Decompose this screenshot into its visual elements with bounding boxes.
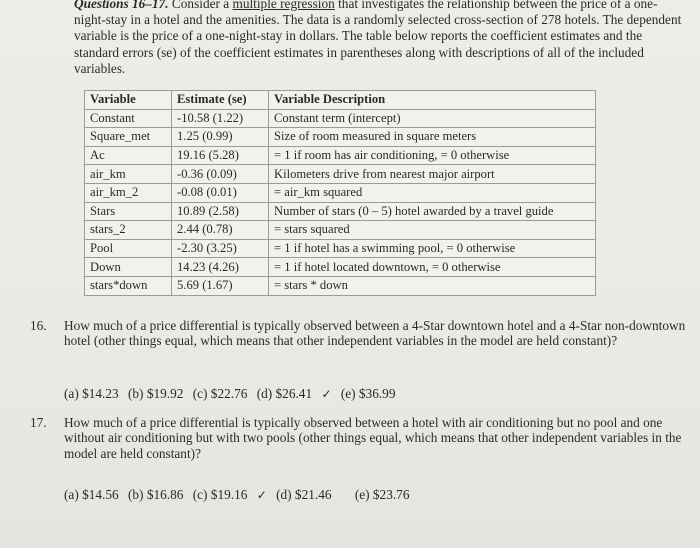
cell-description: = 1 if hotel located downtown, = 0 otherwise xyxy=(269,258,596,277)
question-17-text: How much of a price differential is typically observed between a hotel with air conditioning but no pool and one without air conditioning but with two pools (other things equal, which means that other independent variables in the model are held constant)? xyxy=(64,415,682,461)
q16-option-d: (d) $26.41 xyxy=(256,386,313,401)
table-row xyxy=(85,202,596,221)
cell-variable: Down xyxy=(85,258,172,277)
cell-estimate: 2.44 (0.78) xyxy=(172,221,269,240)
variables-table xyxy=(84,90,596,296)
cell-estimate: -2.30 (3.25) xyxy=(172,239,269,258)
cell-description: Kilometers drive from nearest major airport xyxy=(269,165,596,184)
question-16-options xyxy=(64,386,401,402)
header-estimate: Estimate (se) xyxy=(172,91,269,110)
cell-description: = stars * down xyxy=(269,276,596,295)
table-row xyxy=(85,128,596,147)
question-17-options xyxy=(64,487,415,503)
cell-variable: stars*down xyxy=(85,276,172,295)
cell-variable: air_km_2 xyxy=(85,183,172,202)
cell-variable: Square_met xyxy=(85,128,172,147)
cell-description: = air_km squared xyxy=(269,183,596,202)
q16-option-c: (c) $22.76 xyxy=(192,386,248,401)
cell-variable: air_km xyxy=(85,165,172,184)
cell-estimate: 5.69 (1.67) xyxy=(172,276,269,295)
cell-estimate: -0.08 (0.01) xyxy=(172,183,269,202)
header-variable: Variable xyxy=(85,91,172,110)
cell-estimate: 1.25 (0.99) xyxy=(172,128,269,147)
cell-description: Size of room measured in square meters xyxy=(269,128,596,147)
table-row xyxy=(85,109,596,128)
q17-option-c: (c) $19.16 xyxy=(192,487,248,502)
table-row xyxy=(85,258,596,277)
table-row xyxy=(85,221,596,240)
question-16-number: 16. xyxy=(30,318,47,333)
table-header-row xyxy=(85,91,596,110)
cell-variable: Constant xyxy=(85,109,172,128)
table-row xyxy=(85,239,596,258)
table-row xyxy=(85,165,596,184)
check-mark-icon: ✓ xyxy=(256,488,267,502)
header-description: Variable Description xyxy=(269,91,596,110)
question-16 xyxy=(30,318,690,349)
intro-lead: Consider a xyxy=(171,0,230,11)
cell-description: = stars squared xyxy=(269,221,596,240)
q17-option-b: (b) $16.86 xyxy=(127,487,184,502)
cell-variable: stars_2 xyxy=(85,221,172,240)
intro-paragraph xyxy=(74,0,686,77)
question-17 xyxy=(30,415,690,461)
q16-option-e: (e) $36.99 xyxy=(340,386,396,401)
cell-variable: Pool xyxy=(85,239,172,258)
cell-estimate: -0.36 (0.09) xyxy=(172,165,269,184)
table-row xyxy=(85,146,596,165)
cell-description: = 1 if hotel has a swimming pool, = 0 otherwise xyxy=(269,239,596,258)
cell-description: = 1 if room has air conditioning, = 0 otherwise xyxy=(269,146,596,165)
question-17-number: 17. xyxy=(30,415,47,430)
cell-estimate: 14.23 (4.26) xyxy=(172,258,269,277)
table-row xyxy=(85,183,596,202)
q17-option-e: (e) $23.76 xyxy=(354,487,410,502)
cell-description: Constant term (intercept) xyxy=(269,109,596,128)
q16-option-b: (b) $19.92 xyxy=(127,386,184,401)
table-row xyxy=(85,276,596,295)
question-16-text: How much of a price differential is typically observed between a 4-Star downtown hotel and a 4-Star non-downtown hotel (other things equal, which means that other independent variables in the model are held constant)? xyxy=(64,318,686,349)
q17-option-d: (d) $21.46 xyxy=(276,487,332,502)
cell-estimate: 10.89 (2.58) xyxy=(172,202,269,221)
check-mark-icon: ✓ xyxy=(321,387,332,401)
intro-underlined: multiple regression xyxy=(232,0,335,11)
cell-variable: Stars xyxy=(85,202,172,221)
q16-option-a: (a) $14.23 xyxy=(64,386,119,401)
cell-description: Number of stars (0 – 5) hotel awarded by a travel guide xyxy=(269,202,596,221)
q17-option-a: (a) $14.56 xyxy=(64,487,119,502)
intro-rest: that investigates the relationship between the price of a one-night-stay in a hotel and the amenities. The data is a randomly selected cross-section of 278 hotels. The dependent variable is the price of a one-night-stay in dollars. The table below reports the coefficient estimates and the standard errors (se) of the coefficient estimates in parentheses along with descriptions of all of the included variables. xyxy=(74,0,682,76)
cell-variable: Ac xyxy=(85,146,172,165)
questions-title: Questions 16–17. xyxy=(74,0,169,11)
cell-estimate: -10.58 (1.22) xyxy=(172,109,269,128)
cell-estimate: 19.16 (5.28) xyxy=(172,146,269,165)
